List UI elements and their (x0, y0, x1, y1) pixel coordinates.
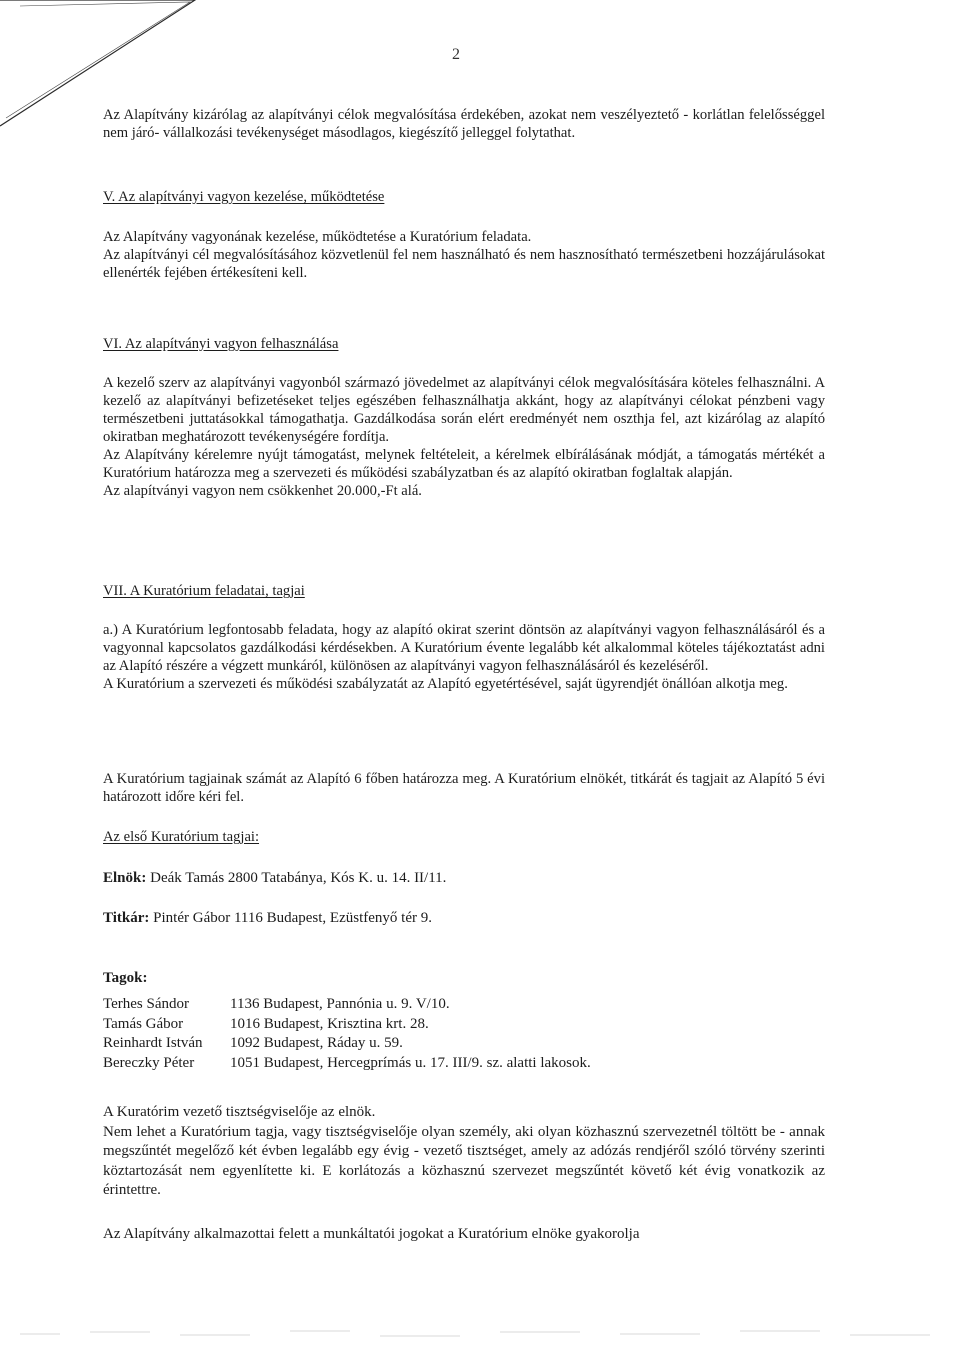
page-number: 2 (452, 46, 460, 63)
chair-details: Deák Tamás 2800 Tatabánya, Kós K. u. 14. II/11. (150, 870, 447, 886)
scan-artifact-dashes (20, 1322, 940, 1352)
members-label: Tagok: (103, 970, 148, 986)
member-address: 1136 Budapest, Pannónia u. 9. V/10. (230, 996, 450, 1012)
section-6-paragraph: Az Alapítvány kérelemre nyújt támogatást, melynek feltételeit, a kérelmek elbírálásának módját, a támogatás mértékét a Kuratórium határozza meg a szervezeti és működési szabályzatban és az alapító okiratban foglaltak alapján. (103, 447, 825, 481)
section-5-heading: V. Az alapítványi vagyon kezelése, működtetése (103, 189, 385, 205)
closing-paragraph: Nem lehet a Kuratórium tagja, vagy tisztségviselője olyan személy, aki olyan közhasznú szervezetnél töltött be - annak megszűntét megelőző két évben legalább egy évig - vezető tisztséget, amely az adózás rendjéről szóló törvény szerinti köztartozását nem egyenlítette ki. E korlátozás a közhasznú szervezet megszűntét követő két évig vonatkozik az érintettre. (103, 1123, 825, 1198)
member-address: 1051 Budapest, Hercegprímás u. 17. III/9. sz. alatti lakosok. (230, 1054, 591, 1071)
section-7-paragraph: A Kuratórium a szervezeti és működési szabályzatát az Alapító egyetértésével, saját ügyrendjét önállóan alkotja meg. (103, 676, 788, 692)
section-5-paragraph: Az Alapítvány vagyonának kezelése, működtetése a Kuratórium feladata. (103, 229, 532, 245)
closing-paragraph: Az Alapítvány alkalmazottai felett a munkáltatói jogokat a Kuratórium elnöke gyakorolja (103, 1226, 640, 1242)
closing-paragraph: A Kuratórim vezető tisztségviselője az elnök. (103, 1104, 376, 1120)
closing-body (103, 1103, 825, 1201)
section-7-paragraph: a.) A Kuratórium legfontosabb feladata, hogy az alapító okirat szerint döntsön az alapítványi vagyon felhasználásáról és a vagyonnal kapcsolatos gazdálkodási kérdésekben. A Kuratórium évente legalább két alkalommal köteles tájékoztatást adni az Alapító részére a végzett munkáról, különösen az alapítványi vagyon felhasználásáról és kezeléséről. (103, 622, 825, 674)
member-row (103, 1034, 591, 1054)
member-row (103, 1015, 591, 1035)
section-6-paragraph: Az alapítványi vagyon nem csökkenhet 20.000,-Ft alá. (103, 483, 422, 499)
section-7-body (103, 621, 825, 693)
members-list (103, 995, 591, 1073)
secretary-line (103, 910, 432, 927)
member-address: 1092 Budapest, Ráday u. 59. (230, 1035, 403, 1051)
section-7-paragraph: A Kuratórium tagjainak számát az Alapító 6 főben határozza meg. A Kuratórium elnökét, titkárát és tagjait az Alapító 5 évi határozott időre kéri fel. (103, 771, 825, 805)
section-6-body (103, 374, 825, 500)
first-board-heading: Az első Kuratórium tagjai: (103, 829, 260, 845)
secretary-details: Pintér Gábor 1116 Budapest, Ezüstfenyő tér 9. (153, 910, 432, 926)
secretary-label: Titkár: (103, 910, 150, 926)
section-5-body (103, 228, 825, 282)
member-name: Terhes Sándor (103, 996, 190, 1012)
member-row (103, 995, 591, 1015)
chair-label: Elnök: (103, 870, 147, 886)
member-name: Reinhardt István (103, 1035, 203, 1051)
member-name: Bereczky Péter (103, 1054, 195, 1071)
member-row (103, 1054, 591, 1074)
section-5-paragraph: Az alapítványi cél megvalósításához közvetlenül fel nem használható és nem hasznosítható természetbeni hozzájárulásokat ellenérték fejében értékesíteni kell. (103, 247, 825, 281)
chair-line (103, 870, 446, 887)
member-address: 1016 Budapest, Krisztina krt. 28. (230, 1015, 429, 1032)
member-name: Tamás Gábor (103, 1015, 184, 1032)
section-7-heading: VII. A Kuratórium feladatai, tagjai (103, 583, 305, 599)
section-6-heading: VI. Az alapítványi vagyon felhasználása (103, 336, 339, 352)
intro-paragraph: Az Alapítvány kizárólag az alapítványi célok megvalósítása érdekében, azokat nem veszélyeztető - korlátlan felelősséggel nem járó- vállalkozási tevékenységet másodlagos, kiegészítő jelleggel folytathat. (103, 107, 825, 141)
section-6-paragraph: A kezelő szerv az alapítványi vagyonból származó jövedelmet az alapítványi célok megvalósítására köteles felhasználni. A kezelő az alapítványi befizetéseket teljes egészében felhasználhatja akkánt, hogy az alapítványi célokat pénzbeni vagy természetbeni juttatásokkal támogathatja. Gazdálkodása során elért eredményét nem oszthja fel, azt kizárólag az alapító okiratban meghatározott tevékenységére fordítja. (103, 375, 825, 445)
